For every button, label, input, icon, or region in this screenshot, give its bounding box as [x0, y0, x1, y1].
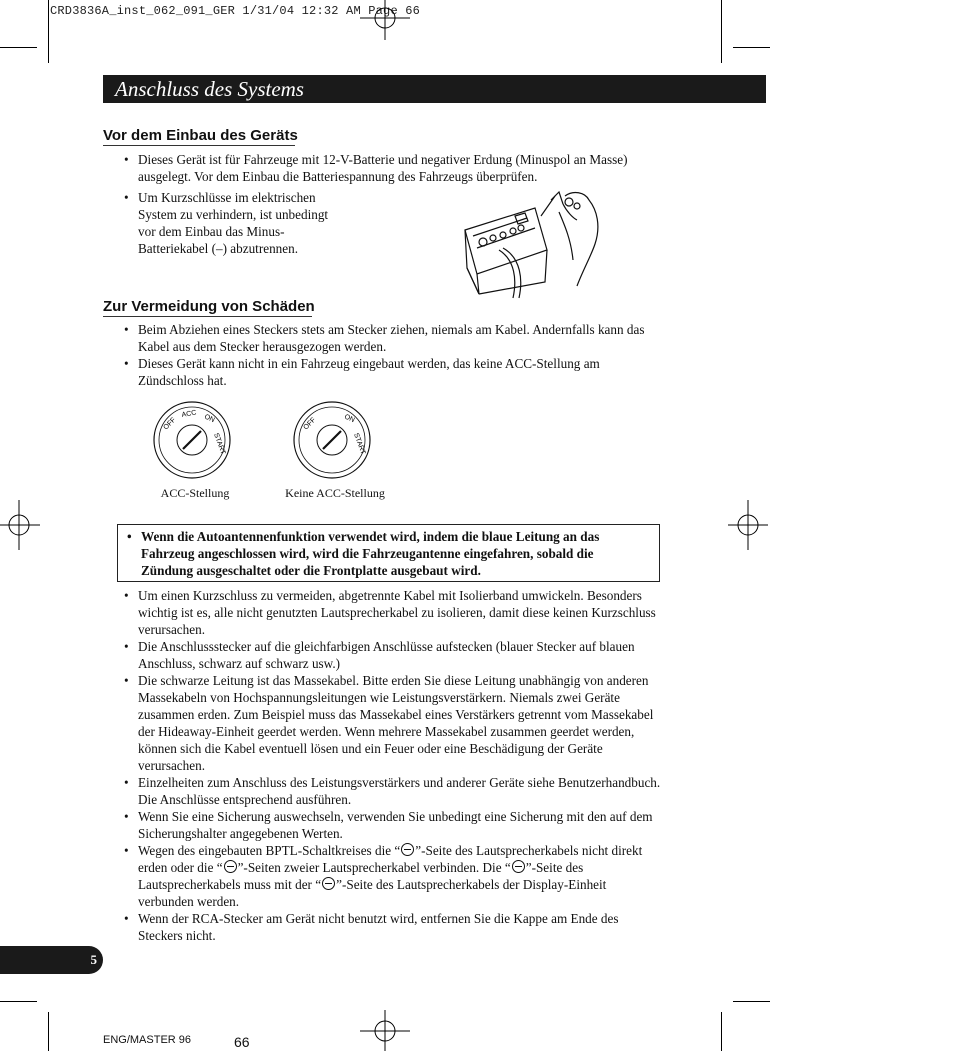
- battery-illustration: [455, 190, 615, 300]
- list-item: • Dieses Gerät ist für Fahrzeuge mit 12-V-Batterie und negativer Erdung (Minuspol an Masse) ausgelegt. Vor dem Einbau die Batteriespannung des Fahrzeugs überprüfen.: [103, 151, 663, 185]
- section-tab-number: 5: [90, 952, 97, 967]
- text-line: Batteriekabel (–) abzutrennen.: [138, 241, 299, 256]
- section-tab: [0, 946, 103, 974]
- label-start: START: [352, 432, 367, 456]
- registration-mark-right: [728, 500, 768, 550]
- minus-icon: [401, 843, 414, 856]
- registration-mark-top: [360, 0, 410, 40]
- text-line: System zu verhindern, ist unbedingt: [138, 207, 329, 222]
- label-acc: ACC: [181, 409, 197, 419]
- list-item: [103, 842, 663, 910]
- section-before-install-list-2: [103, 189, 433, 257]
- list-item: • Beim Abziehen eines Steckers stets am Stecker ziehen, niemals am Kabel. Andernfalls kann das Kabel aus dem Stecker herausgezogen werden.: [103, 321, 663, 355]
- label-off: OFF: [302, 416, 318, 432]
- text-fragment: ”-Seite des Lautsprecherkabels der Display-Einheit verbunden werden.: [138, 877, 607, 909]
- warning-text: • Wenn die Autoantennenfunktion verwendet wird, indem die blaue Leitung an das Fahrzeug angeschlossen wird, wird die Fahrzeugantenne eingefahren, sobald die Zündung ausgeschaltet oder die Frontplatte ausgebaut wird.: [118, 528, 638, 579]
- caption-acc: ACC-Stellung: [160, 486, 230, 500]
- ignition-switch-acc-illustration: [152, 396, 234, 482]
- printer-slug: CRD3836A_inst_062_091_GER 1/31/04 12:32 AM Page 66: [50, 4, 421, 18]
- list-item: • Die schwarze Leitung ist das Massekabel. Bitte erden Sie diese Leitung unabhängig von anderen Massekabeln von Hochspannungsleitungen wie Leistungsverstärkern. Niemals zwei Geräte zusammen erden. Zum Beispiel muss das Massekabel eines Verstärkers getrennt vom Massekabel der Hideaway-Einheit geerdet werden. Wenn mehrere Massekabel zusammen geerdet werden, können sich die Kabel eventuell lösen und ein Feuer oder eine Beschädigung der Geräte verursachen.: [103, 672, 663, 774]
- warning-box: [117, 524, 660, 582]
- footer-page-number: 66: [234, 1034, 250, 1050]
- footer-master-label: ENG/MASTER 96: [103, 1034, 192, 1046]
- section-before-install-list: [103, 151, 663, 185]
- list-item: • Um einen Kurzschluss zu vermeiden, abgetrennte Kabel mit Isolierband umwickeln. Besonders wichtig ist es, alle nicht genutzten Lautsprecherkabel zu isolieren, damit diese keinen Kurzschluss verursachen.: [103, 587, 663, 638]
- text-fragment: ”-Seiten zweier Lautsprecherkabel verbinden. Die “: [237, 860, 511, 875]
- text-line: vor dem Einbau das Minus-: [138, 224, 285, 239]
- caption-no-acc: Keine ACC-Stellung: [285, 486, 385, 500]
- notes-list: [103, 587, 663, 944]
- ignition-switch-no-acc-illustration: [292, 396, 374, 482]
- label-on: ON: [343, 413, 356, 425]
- list-item: • Dieses Gerät kann nicht in ein Fahrzeug eingebaut werden, das keine ACC-Stellung am Zündschloss hat.: [103, 355, 663, 389]
- text-fragment: ”-Seite des Lautsprecherkabels nicht direkt erden oder die “: [138, 843, 643, 875]
- section-heading-avoid-damage: Zur Vermeidung von Schäden: [103, 298, 315, 315]
- label-off: OFF: [162, 416, 178, 432]
- list-item: • Wenn der RCA-Stecker am Gerät nicht benutzt wird, entfernen Sie die Kappe am Ende des Steckers nicht.: [103, 910, 663, 944]
- label-start: START: [212, 432, 227, 456]
- list-item: • Einzelheiten zum Anschluss des Leistungsverstärkers und anderer Geräte siehe Benutzerhandbuch. Die Anschlüsse entsprechend ausführen.: [103, 774, 663, 808]
- minus-icon: [322, 877, 335, 890]
- text-line: Um Kurzschlüsse im elektrischen: [138, 190, 316, 205]
- list-item: • Die Anschlussstecker auf die gleichfarbigen Anschlüsse aufstecken (blauer Stecker auf blauen Anschluss, schwarz auf schwarz usw.): [103, 638, 663, 672]
- label-on: ON: [203, 413, 216, 425]
- minus-icon: [224, 860, 237, 873]
- page-title: Anschluss des Systems: [115, 77, 304, 101]
- list-item: [103, 189, 433, 257]
- section-avoid-damage-list: [103, 321, 663, 389]
- text-fragment: ”-Seite des Lautsprecherkabels muss mit der “: [138, 860, 584, 892]
- minus-icon: [512, 860, 525, 873]
- page-title-bar: [103, 75, 766, 103]
- list-item: • Wenn Sie eine Sicherung auswechseln, verwenden Sie unbedingt eine Sicherung mit den auf dem Sicherungshalter angegebenen Werten.: [103, 808, 663, 842]
- registration-mark-bottom: [360, 1010, 410, 1051]
- registration-mark-left: [0, 500, 40, 550]
- text-fragment: Wegen des eingebauten BPTL-Schaltkreises die “: [138, 843, 401, 858]
- section-heading-before-install: Vor dem Einbau des Geräts: [103, 127, 298, 144]
